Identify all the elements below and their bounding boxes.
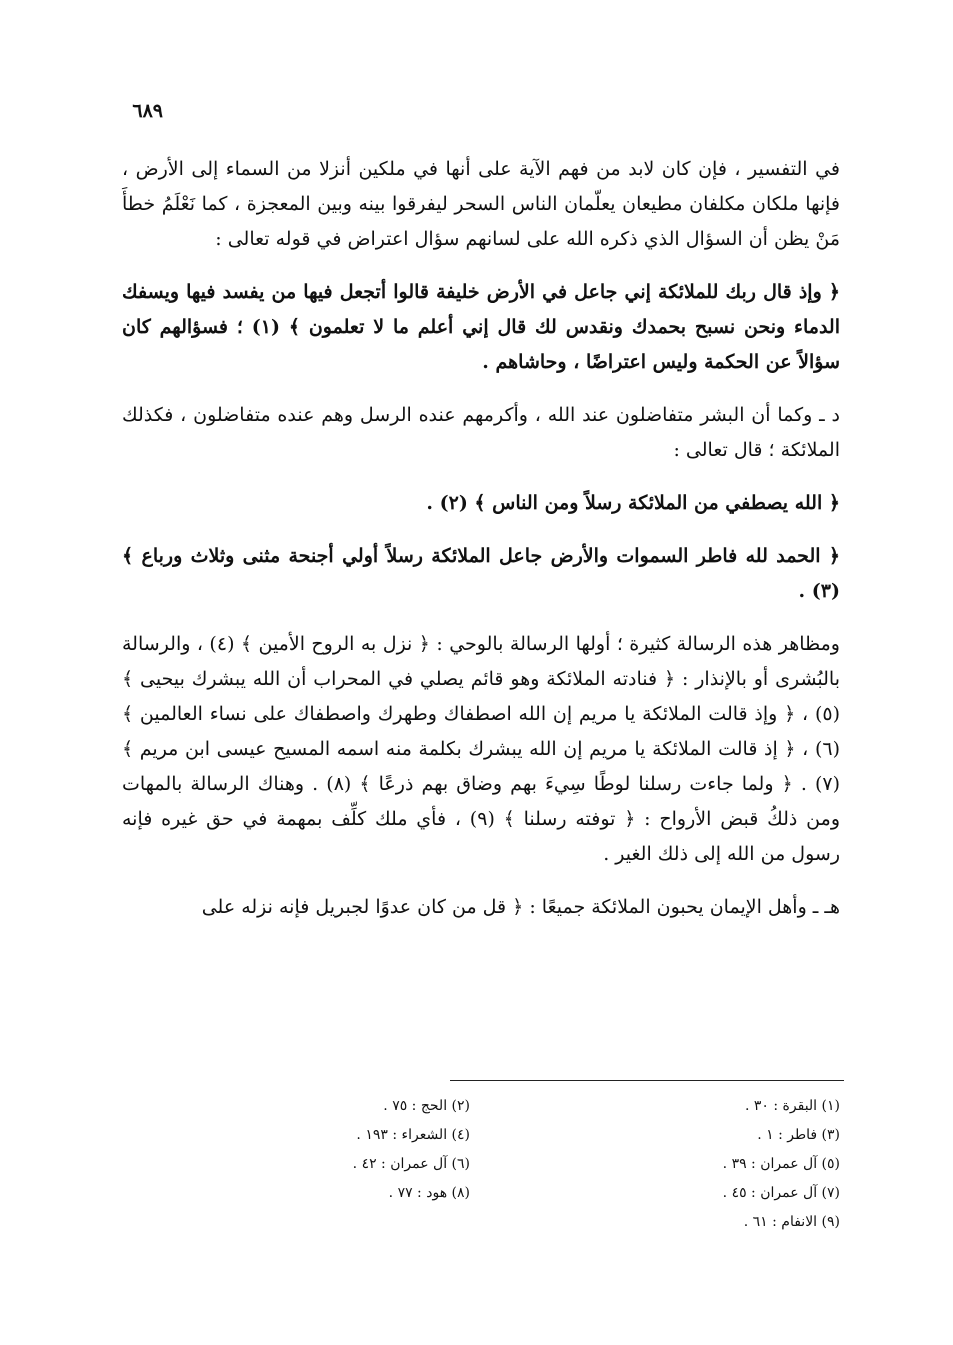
paragraph-section-ha: هـ ـ وأهل الإيمان يحبون الملائكة جميعًا : ﴿ قل من كان عدوًا لجبريل فإنه نزله على: [201, 896, 840, 918]
footnote: (١) البقرة : ٣٠ .: [744, 1098, 840, 1114]
footnote: (٥) آل عمران : ٣٩ .: [722, 1156, 840, 1172]
paragraph-quran-fatir: ﴿ الحمد لله فاطر السموات والأرض جاعل الملائكة رسلاً أولي أجنحة مثنى وثلاث ورباع ﴾ (٣) .: [122, 545, 840, 602]
footnote: (٣) فاطر : ١ .: [757, 1127, 840, 1143]
footnotes-divider: [450, 1080, 844, 1081]
footnote: (٩) الانفام : ٦١ .: [743, 1214, 840, 1230]
footnote: (٢) الحج : ٧٥ .: [383, 1098, 470, 1114]
paragraph-message-aspects: ومظاهر هذه الرسالة كثيرة ؛ أولها الرسالة بالوحي : ﴿ نزل به الروح الأمين ﴾ (٤) ، والرسالة بالبُشرى أو بالإنذار : ﴿ فنادته الملائكة وهو قائم يصلي في المحراب أن الله يبشرك بيحيى ﴾ (٥) ، ﴿ وإذ قالت الملائكة يا مريم إن الله اصطفاك وطهرك واصطفاك على نساء العالمين ﴾ (٦) ، ﴿ إذ قالت الملائكة يا مريم إن الله يبشرك بكلمة منه اسمه المسيح عيسى ابن مريم ﴾ (٧) . ﴿ ولما جاءت رسلنا لوطًا سِيءَ بهم وضاق بهم ذرعًا ﴾ (٨) . وهناك الرسالة بالمهات ومن ذلكُ قبض الأرواح : ﴿ توفته رسلنا ﴾ (٩) ، فأي ملك كلِّف بمهمة في حق غيره فإنه رسول من الله إلى ذلك الغير .: [122, 633, 840, 865]
footnotes: [240, 1094, 840, 1234]
page-number: ٦٨٩: [132, 100, 163, 122]
footnote: (٦) آل عمران : ٤٢ .: [352, 1156, 470, 1172]
paragraph-quran-baqarah: ﴿ وإذ قال ربك للملائكة إني جاعل في الأرض خليفة قالوا أتجعل فيها من يفسد فيها ويسفك الدماء ونحن نسبح بحمدك ونقدس لك قال إني أعلم ما لا تعلمون ﴾ (١) ؛ فسؤالهم كان سؤالاً عن الحكمة وليس اعتراضًا ، وحاشاهم .: [122, 281, 840, 373]
paragraph-quran-hajj: ﴿ الله يصطفي من الملائكة رسلاً ومن الناس ﴾ (٢) .: [426, 492, 840, 514]
paragraph-tafsir: في التفسير ، فإن كان لابد من فهم الآية على أنها في ملكين أنزلا من السماء إلى الأرض ، فإنها ملكان مكلفان مطيعان يعلّمان الناس السحر ليفرقوا بينه وبين المعجزة ، كما نَعْلَمُ خطأَ مَنْ يظن أن السؤال الذي ذكره الله على لسانهم سؤال اعتراض في قوله تعالى :: [122, 158, 840, 250]
paragraph-section-dal: د ـ وكما أن البشر متفاضلون عند الله ، وأكرمهم عنده الرسل وهم عنده متفاضلون ، فكذلك الملائكة ؛ قال تعالى :: [122, 404, 840, 461]
footnote: (٧) آل عمران : ٤٥ .: [722, 1185, 840, 1201]
footnote: (٨) هود : ٧٧ .: [388, 1185, 470, 1201]
main-text: [122, 152, 840, 943]
footnote: (٤) الشعراء : ١٩٣ .: [356, 1127, 470, 1143]
